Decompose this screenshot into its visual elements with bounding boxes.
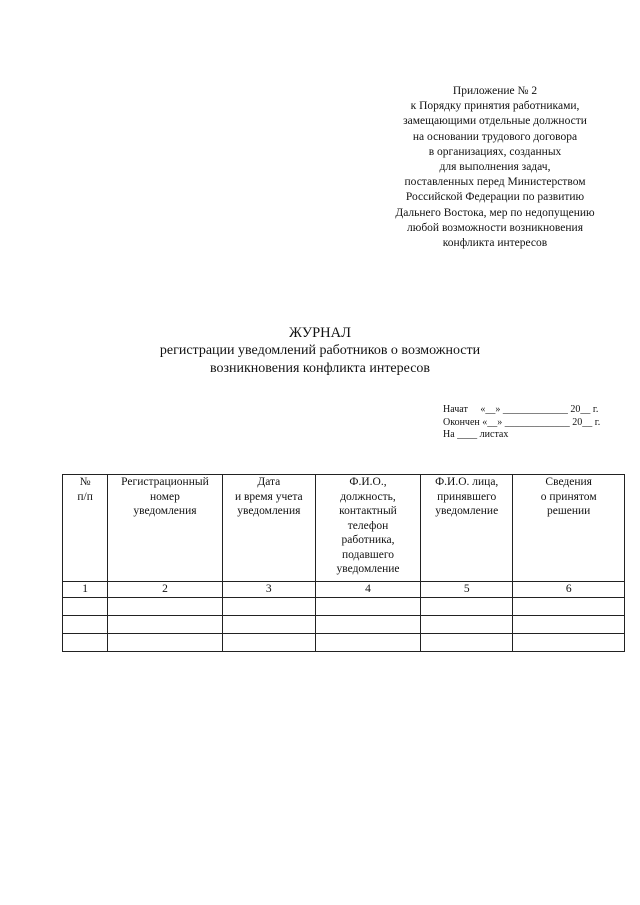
journal-dates [443,404,600,442]
appendix-line: к Порядку принятия работниками, [410,100,580,113]
column-number: 5 [421,582,513,598]
appendix-line: Дальнего Востока, мер по недопущению [395,206,595,219]
column-number: 2 [108,582,222,598]
column-number: 4 [315,582,420,598]
table-row [63,598,625,616]
column-number: 3 [222,582,315,598]
table-row [63,616,625,634]
journal-title: ЖУРНАЛ [289,325,351,341]
empty-cell [108,616,222,634]
empty-cell [513,616,625,634]
appendix-line: на основании трудового договора [412,130,578,143]
column-number: 6 [513,582,625,598]
header-receiver: Ф.И.О. лица, принявшего уведомление [421,475,513,582]
header-number: № п/п [63,475,108,582]
empty-cell [421,616,513,634]
end-date-line: Окончен «__» _____________ 20__ г. [443,416,601,428]
empty-cell [315,598,420,616]
empty-cell [513,634,625,652]
column-number: 1 [63,582,108,598]
empty-cell [63,634,108,652]
header-decision: Сведения о принятом решении [513,475,625,582]
empty-cell [315,616,420,634]
appendix-line: в организациях, созданных [428,145,562,158]
column-number-row [63,582,625,598]
appendix-note [360,84,630,251]
empty-cell [222,634,315,652]
empty-cell [421,634,513,652]
journal-subtitle-line1: регистрации уведомлений работников о возможности [159,343,481,358]
empty-cell [222,598,315,616]
table-row [63,634,625,652]
sheet-count-line: На ____ листах [443,429,509,440]
empty-cell [315,634,420,652]
appendix-line: конфликта интересов [442,237,548,250]
appendix-line: поставленных перед Министерством [404,176,586,189]
empty-cell [108,634,222,652]
journal-title-block [0,324,640,378]
header-registration-number: Регистрационный номер уведомления [108,475,222,582]
empty-cell [63,598,108,616]
journal-subtitle-line2: возникновения конфликта интересов [209,361,431,376]
empty-cell [63,616,108,634]
appendix-line: любой возможности возникновения [407,221,583,234]
appendix-line: Российской Федерации по развитию [405,191,585,204]
empty-cell [222,616,315,634]
start-date-line: Начат «__» _____________ 20__ г. [443,404,599,415]
empty-cell [108,598,222,616]
header-date-time: Дата и время учета уведомления [222,475,315,582]
appendix-line: для выполнения задач, [439,161,551,174]
journal-table [62,474,625,652]
table-header-row [63,475,625,582]
appendix-line: Приложение № 2 [452,85,538,97]
appendix-line: замещающими отдельные должности [403,115,587,128]
empty-cell [513,598,625,616]
empty-cell [421,598,513,616]
header-employee-info: Ф.И.О., должность, контактный телефон работника, подавшего уведомление [315,475,420,582]
